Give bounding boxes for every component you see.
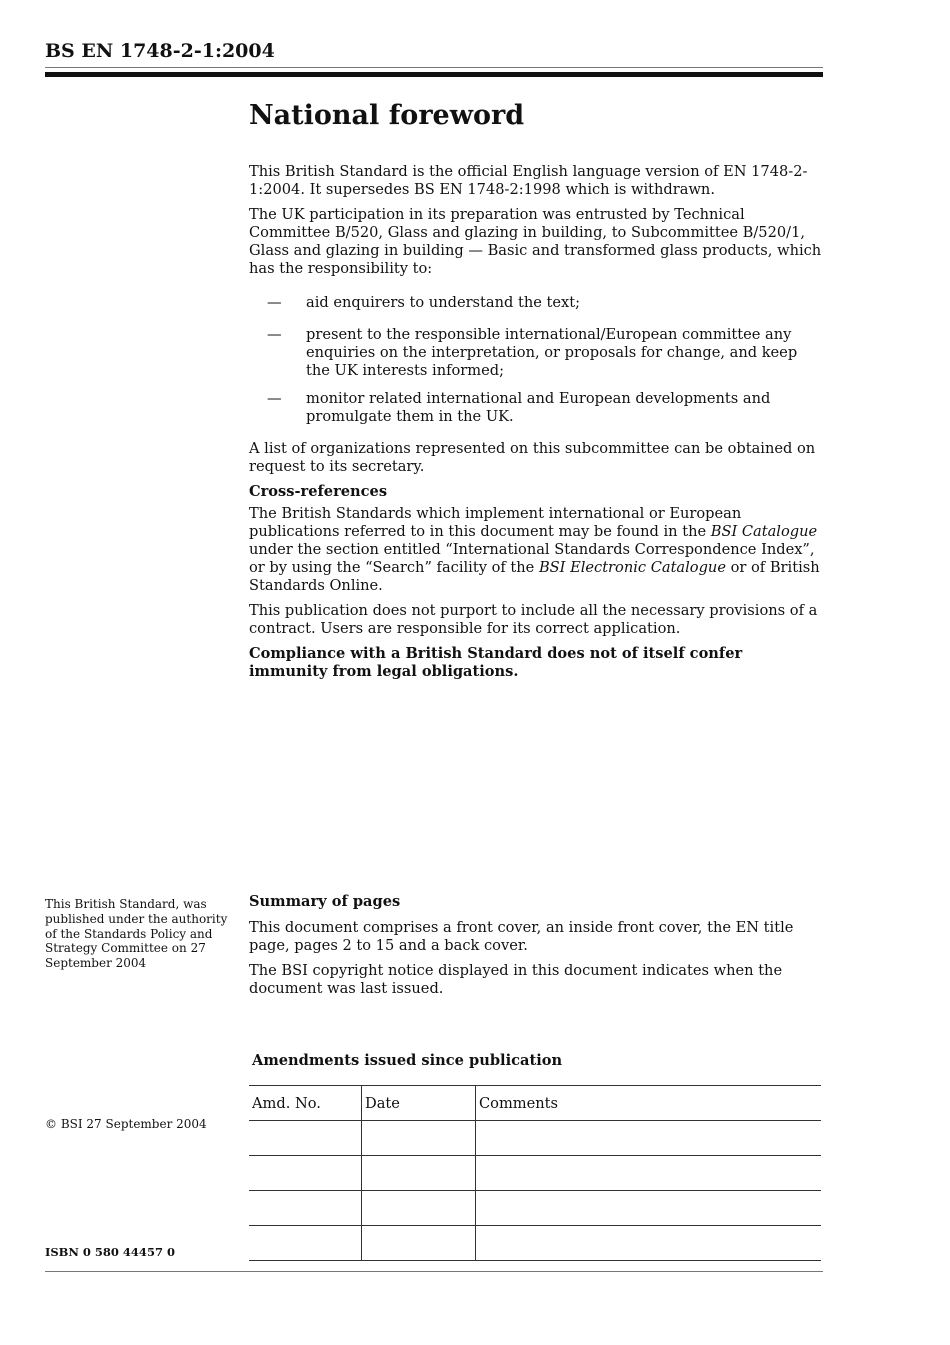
table-row bbox=[249, 1226, 821, 1261]
list-item-text: monitor related international and European developments and promulgate them in the UK. bbox=[306, 390, 771, 425]
responsibility-list bbox=[249, 294, 824, 426]
paragraph-participation: The UK participation in its preparation was entrusted by Technical Committee B/520, Glass and glazing in building, to Subcommittee B/520/1, Glass and glazing in building — Basic and transformed glass products, which has the responsibility to: bbox=[249, 206, 822, 277]
column-header-comments: Comments bbox=[476, 1086, 822, 1121]
bsi-catalogue-ref: BSI Catalogue bbox=[710, 523, 818, 540]
table-cell bbox=[362, 1191, 476, 1226]
summary-of-pages bbox=[249, 893, 824, 1005]
summary-heading: Summary of pages bbox=[249, 893, 401, 910]
table-header-row bbox=[249, 1086, 821, 1121]
table-cell bbox=[362, 1156, 476, 1191]
table-cell bbox=[249, 1191, 362, 1226]
table-cell bbox=[476, 1191, 822, 1226]
cross-ref-text-3: or of British Standards Online. bbox=[249, 559, 820, 594]
amendments-title: Amendments issued since publication bbox=[252, 1052, 563, 1069]
dash-marker: — bbox=[267, 294, 282, 311]
authority-note: This British Standard, was published under the authority of the Standards Policy and Strategy Committee on 27 September 2004 bbox=[45, 897, 228, 971]
table-row bbox=[249, 1191, 821, 1226]
page-title: National foreword bbox=[249, 100, 525, 131]
header-rule-thin bbox=[45, 67, 823, 68]
compliance-statement: Compliance with a British Standard does not of itself confer immunity from legal obligations. bbox=[249, 645, 743, 680]
isbn: ISBN 0 580 44457 0 bbox=[45, 1245, 175, 1259]
cross-references-heading: Cross-references bbox=[249, 483, 388, 500]
cross-ref-text-1: The British Standards which implement international or European publications referred to in this document may be found in the bbox=[249, 505, 742, 540]
copyright-notice: © BSI 27 September 2004 bbox=[45, 1117, 207, 1131]
paragraph-provisions: This publication does not purport to include all the necessary provisions of a contract. Users are responsible for its correct application. bbox=[249, 602, 818, 637]
column-header-date: Date bbox=[362, 1086, 476, 1121]
list-item-text: present to the responsible international/European committee any enquiries on the interpretation, or proposals for change, and keep the UK interests informed; bbox=[306, 326, 798, 379]
list-item bbox=[249, 326, 824, 380]
bsi-electronic-catalogue-ref: BSI Electronic Catalogue bbox=[538, 559, 726, 576]
table-cell bbox=[249, 1226, 362, 1261]
summary-text-1: This document comprises a front cover, an inside front cover, the EN title page, pages 2 to 15 and a back cover. bbox=[249, 919, 794, 954]
footer-rule bbox=[45, 1271, 823, 1272]
list-item bbox=[249, 390, 824, 426]
column-header-amd-no: Amd. No. bbox=[249, 1086, 362, 1121]
summary-text-2: The BSI copyright notice displayed in this document indicates when the document was last issued. bbox=[249, 962, 783, 997]
table-cell bbox=[249, 1121, 362, 1156]
list-item bbox=[249, 294, 824, 312]
table-cell bbox=[362, 1121, 476, 1156]
dash-marker: — bbox=[267, 326, 282, 343]
dash-marker: — bbox=[267, 390, 282, 407]
table-cell bbox=[362, 1226, 476, 1261]
table-cell bbox=[476, 1121, 822, 1156]
cross-ref-text-2: under the section entitled “International Standards Correspondence Index”, or by using the “Search” facility of the bbox=[249, 541, 815, 576]
paragraph-cross-references bbox=[249, 505, 824, 595]
table-row bbox=[249, 1121, 821, 1156]
document-code: BS EN 1748-2-1:2004 bbox=[45, 40, 275, 62]
table-cell bbox=[476, 1156, 822, 1191]
paragraph-organizations: A list of organizations represented on this subcommittee can be obtained on request to its secretary. bbox=[249, 440, 816, 475]
foreword-body bbox=[249, 163, 824, 688]
header-rule-thick bbox=[45, 72, 823, 77]
table-cell bbox=[249, 1156, 362, 1191]
amendments-table bbox=[249, 1085, 821, 1261]
list-item-text: aid enquirers to understand the text; bbox=[306, 294, 581, 311]
paragraph-version: This British Standard is the official English language version of EN 1748-2-1:2004. It supersedes BS EN 1748-2:1998 which is withdrawn. bbox=[249, 163, 808, 198]
table-row bbox=[249, 1156, 821, 1191]
table-cell bbox=[476, 1226, 822, 1261]
